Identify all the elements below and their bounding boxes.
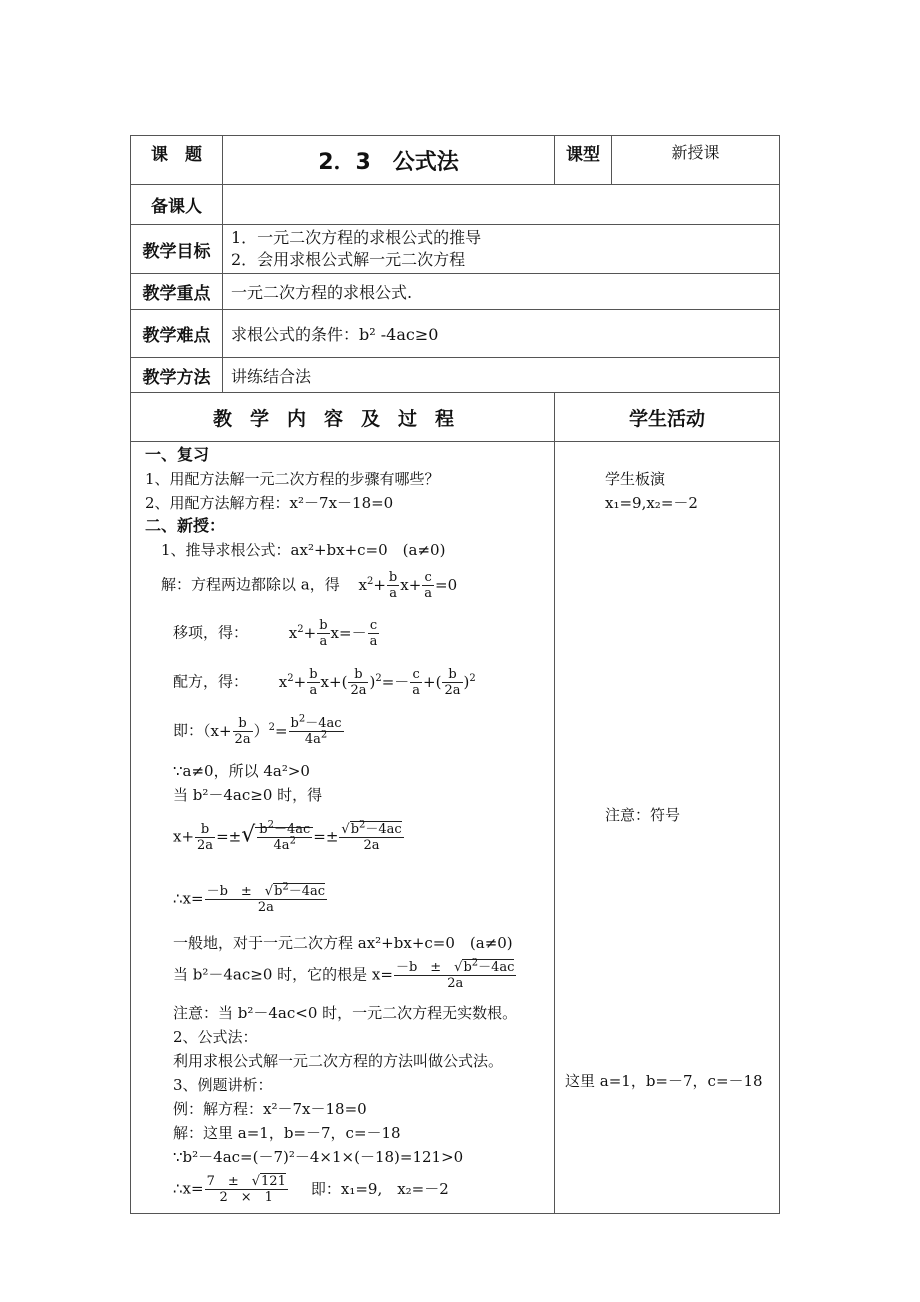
- root-text: 当 b²－4ac≥0 时，它的根是: [173, 965, 368, 984]
- example-problem: 例：解方程：x²－7x－18=0: [173, 1100, 367, 1118]
- root-formula-step: ∴x= $\frac{-b \pm √b^2-4ac}{2a}$: [173, 881, 326, 915]
- note-statement: 注意：当 b²－4ac<0 时，一元二次方程无实数根。: [173, 1004, 518, 1022]
- example-heading: 3、例题讲析：: [173, 1076, 273, 1094]
- derive-step: [161, 541, 445, 559]
- move-equation: $x^2+$ $\frac{b}{a}$ x=－ $\frac{c}{a}$: [288, 618, 378, 649]
- move-text: 移项，得：: [173, 623, 249, 642]
- divide-step: [161, 570, 457, 601]
- q2-text: 2、用配方法解方程：: [145, 494, 290, 512]
- key-point-label: 教学重点: [131, 274, 223, 310]
- activity-header: 学生活动: [555, 393, 780, 442]
- example-result: ∴x= $\frac{7 \pm √121}{2 \times 1}$ 即：x₁=9, x₂=－2: [173, 1174, 449, 1205]
- ie-step: [173, 713, 345, 747]
- content-header: 教学内容及过程: [131, 393, 555, 442]
- ie-equation: （x+ $\frac{b}{2a}$ ）$^2$= $\frac{b^2-4ac}{4a^2}$: [203, 713, 342, 747]
- lesson-type-label: 课型: [555, 136, 612, 185]
- derive-equation: ax²+bx+c=0 (a≠0): [290, 541, 446, 559]
- activity-column: [555, 442, 780, 1214]
- divide-text: 解：方程两边都除以 a，得: [161, 575, 340, 594]
- divide-equation: $x^2+$ $\frac{b}{a}$ x+ $\frac{c}{a}$ =0: [358, 570, 458, 601]
- section-review: 一、复习: [145, 445, 210, 464]
- preparer-label: 备课人: [131, 185, 223, 225]
- topic-value: 2．3 公式法: [223, 136, 555, 185]
- goals-label: 教学目标: [131, 225, 223, 274]
- goals-value: [223, 225, 780, 274]
- section-new: 二、新授：: [145, 516, 226, 535]
- example-roots: 即：x₁=9, x₂=－2: [310, 1179, 449, 1198]
- formula-method-heading: 2、公式法：: [173, 1028, 258, 1046]
- lesson-type-value: 新授课: [612, 136, 780, 185]
- activity-note: 注意：符号: [605, 806, 681, 824]
- activity-board: 学生板演: [605, 470, 666, 488]
- root-statement: 当 b²－4ac≥0 时，它的根是 x= $\frac{-b \pm √b^2-4ac}{2a}$: [173, 957, 515, 991]
- lesson-plan: [130, 135, 779, 1214]
- content-column: [131, 442, 555, 1214]
- complete-equation: $x^2+$ $\frac{b}{a}$ x+( $\frac{b}{2a}$ )$^2$=－ $\frac{c}{a}$ +( $\frac{b}{2a}$ )$^2$: [278, 667, 476, 698]
- method-label: 教学方法: [131, 358, 223, 393]
- preparer-value: [223, 185, 780, 225]
- complete-text: 配方，得：: [173, 672, 249, 691]
- goal-2: 2．会用求根公式解一元二次方程: [231, 250, 466, 269]
- difficulty-value: 求根公式的条件：b² -4ac≥0: [223, 310, 780, 358]
- general-statement: 一般地，对于一元二次方程 ax²+bx+c=0 (a≠0): [173, 934, 513, 952]
- formula-method-definition: 利用求根公式解一元二次方程的方法叫做公式法。: [173, 1052, 504, 1070]
- difficulty-label: 教学难点: [131, 310, 223, 358]
- example-solution: 解：这里 a=1，b=－7，c=－18: [173, 1124, 401, 1142]
- sqrt-step: x+ $\frac{b}{2a}$ =±√ $\frac{b^2-4ac}{4a^2}$ =± $\frac{√b^2-4ac}{2a}$: [173, 819, 402, 853]
- therefore-symbol: ∴x=: [173, 889, 204, 908]
- when-step: 当 b²－4ac≥0 时，得: [173, 786, 323, 804]
- review-question-1: 1、用配方法解一元二次方程的步骤有哪些？: [145, 470, 440, 488]
- method-value: 讲练结合法: [223, 358, 780, 393]
- example-therefore: ∴x=: [173, 1179, 204, 1198]
- key-point-value: 一元二次方程的求根公式.: [223, 274, 780, 310]
- activity-board-answer: x₁=9,x₂=－2: [605, 494, 698, 512]
- since-step: ∵a≠0，所以 4a²>0: [173, 762, 310, 780]
- topic-label: 课 题: [131, 136, 223, 185]
- lesson-plan-table: [130, 135, 780, 1214]
- move-step: [173, 618, 380, 649]
- q2-equation: x²－7x－18=0: [289, 494, 394, 512]
- complete-square-step: [173, 667, 476, 698]
- activity-coefficients: 这里 a=1，b=－7，c=－18: [565, 1072, 763, 1090]
- goal-1: 1．一元二次方程的求根公式的推导: [231, 228, 482, 247]
- derive-text: 1、推导求根公式：: [161, 541, 291, 559]
- review-question-2: [145, 494, 393, 512]
- example-discriminant: ∵b²－4ac=(－7)²－4×1×(－18)=121>0: [173, 1148, 464, 1166]
- ie-text: 即：: [173, 721, 204, 740]
